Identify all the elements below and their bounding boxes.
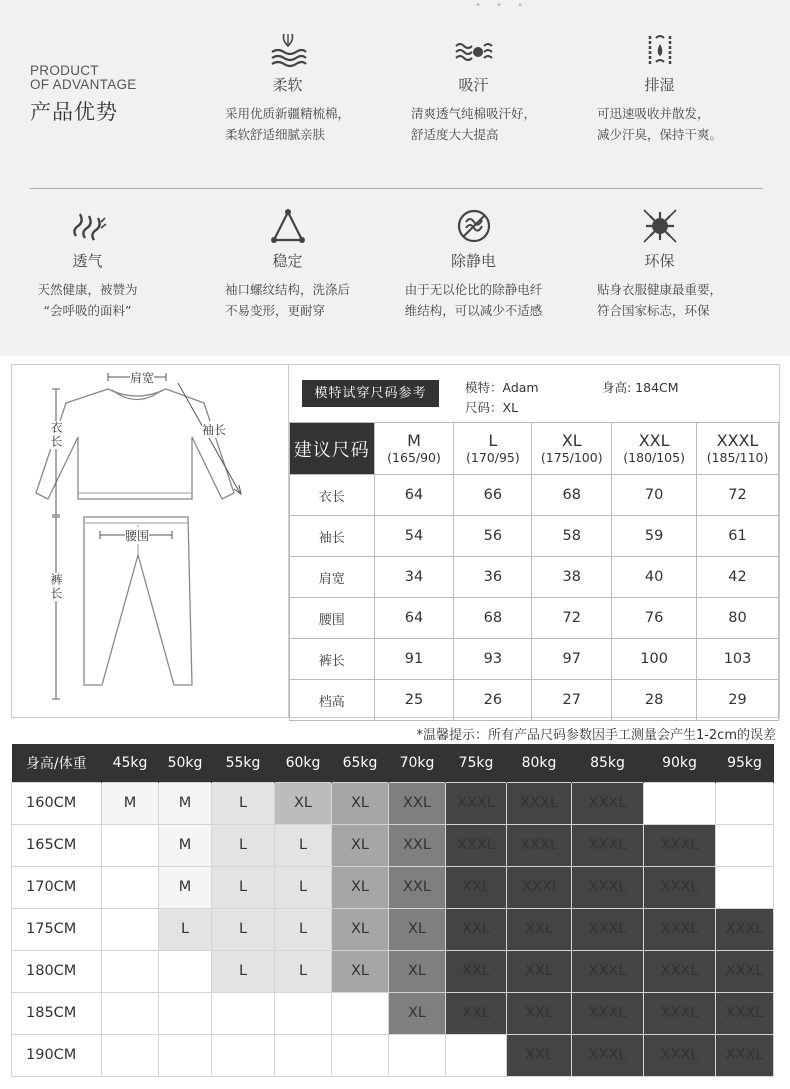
model-height: 身高: 184CM (602, 380, 679, 395)
table-row: 裤长 91 93 97 100 103 (290, 639, 779, 680)
size-suggestion-cell: XXXL (716, 992, 774, 1034)
size-suggestion-cell (102, 950, 159, 992)
size-suggestion-cell (446, 1034, 507, 1076)
weight-col-header: 45kg (102, 744, 159, 782)
advantage-label-en-2: OF ADVANTAGE (30, 77, 137, 92)
size-suggestion-cell: XXL (446, 866, 507, 908)
size-suggestion-cell: XXL (389, 782, 446, 824)
feature-desc: 袖口螺纹结构，洗涤后 不易变形，更耐穿 (224, 282, 350, 318)
table-row (12, 824, 774, 866)
size-spec-table (289, 422, 779, 721)
table-row (12, 866, 774, 908)
height-cell: 185CM (12, 992, 102, 1034)
triangle-stable-icon (268, 206, 308, 246)
feature-desc: 天然健康，被赞为 “会呼吸的面料” (37, 282, 138, 318)
sleeve-label: 袖长 (202, 423, 227, 437)
weight-col-header: 95kg (716, 744, 774, 782)
size-suggestion-cell: L (275, 866, 332, 908)
size-suggestion-cell: L (212, 782, 275, 824)
size-suggestion-cell: XXL (446, 908, 507, 950)
size-col-l: L (170/95) (454, 423, 532, 475)
size-suggestion-cell (102, 866, 159, 908)
model-badge: 模特试穿尺码参考 (302, 380, 439, 407)
table-row (12, 992, 774, 1034)
size-suggestion-cell: L (275, 908, 332, 950)
size-suggestion-cell: XXXL (572, 782, 644, 824)
size-suggestion-cell: XL (332, 824, 389, 866)
size-suggestion-cell: M (159, 824, 212, 866)
table-row (12, 782, 774, 824)
feature-title: 稳定 (272, 252, 303, 270)
feature-title: 排湿 (644, 76, 675, 94)
advantage-section (0, 0, 790, 356)
height-cell: 190CM (12, 1034, 102, 1076)
weight-col-header: 50kg (159, 744, 212, 782)
size-suggestion-cell (102, 992, 159, 1034)
size-suggestion-cell: XXXL (716, 950, 774, 992)
table-row (12, 950, 774, 992)
moisture-icon (640, 30, 680, 70)
feature-desc: 清爽透气纯棉吸汗好， 舒适度大大提高 (410, 106, 536, 142)
size-suggestion-cell: XXXL (644, 866, 716, 908)
size-suggestion-cell: XXXL (507, 782, 572, 824)
size-suggestion-cell (159, 950, 212, 992)
size-suggestion-cell: XXL (446, 950, 507, 992)
weight-col-header: 80kg (507, 744, 572, 782)
size-suggestion-cell: XXXL (716, 908, 774, 950)
height-cell: 175CM (12, 908, 102, 950)
size-suggestion-cell: XXXL (644, 824, 716, 866)
feature-title: 吸汗 (458, 76, 489, 94)
breathable-icon (68, 206, 108, 246)
size-col-xl: XL (175/100) (532, 423, 612, 475)
size-suggestion-cell: L (159, 908, 212, 950)
garment-outline-illustration (12, 365, 289, 717)
size-suggestion-cell: L (212, 950, 275, 992)
shoulder-label: 肩宽 (130, 371, 155, 385)
feature-title: 环保 (644, 252, 675, 270)
table-row: 肩宽 34 36 38 40 42 (290, 557, 779, 598)
eco-virus-icon (640, 206, 680, 246)
top-decoration: • • • (475, 0, 530, 11)
leaf-wave-icon (268, 30, 308, 70)
size-suggestion-cell (275, 1034, 332, 1076)
model-name: 模特：Adam (465, 380, 539, 395)
weight-col-header: 90kg (644, 744, 716, 782)
size-suggestion-cell: XXXL (644, 1034, 716, 1076)
top-length-label: 衣长 (49, 421, 63, 449)
size-suggestion-cell: XXXL (572, 908, 644, 950)
size-suggestion-cell: XXXL (572, 1034, 644, 1076)
sweat-absorb-icon (454, 30, 494, 70)
feature-desc: 采用优质新疆精梳棉， 柔软舒适细腻亲肤 (224, 106, 350, 142)
size-suggestion-cell: XL (275, 782, 332, 824)
height-cell: 170CM (12, 866, 102, 908)
size-suggestion-cell: L (212, 866, 275, 908)
feature-eco (572, 206, 747, 321)
table-row: 衣长 64 66 68 70 72 (290, 475, 779, 516)
size-suggestion-cell (212, 992, 275, 1034)
size-suggestion-cell: XL (332, 782, 389, 824)
size-suggestion-cell (275, 992, 332, 1034)
size-suggestion-cell: M (159, 866, 212, 908)
size-header-row (290, 423, 779, 475)
size-suggestion-cell: XXXL (572, 866, 644, 908)
size-suggestion-cell (332, 1034, 389, 1076)
waist-label: 腰围 (125, 529, 150, 543)
weight-col-header: 75kg (446, 744, 507, 782)
size-suggestion-cell (159, 1034, 212, 1076)
size-suggestion-cell: XXXL (572, 950, 644, 992)
feature-desc: 可迅速吸收并散发， 减少汗臭，保持干爽。 (596, 106, 722, 142)
feature-title: 除静电 (450, 252, 496, 270)
feature-desc: 贴身衣服健康最重要， 符合国家标志，环保 (596, 282, 722, 318)
table-row (12, 1034, 774, 1076)
advantage-label (30, 64, 137, 126)
feature-breathable (0, 206, 175, 321)
size-suggestion-cell: M (159, 782, 212, 824)
advantage-label-en-1: PRODUCT (30, 63, 99, 78)
size-suggestion-cell: XXL (389, 824, 446, 866)
weight-col-header: 55kg (212, 744, 275, 782)
size-chart-section (11, 364, 780, 718)
table-row: 袖长 54 56 58 59 61 (290, 516, 779, 557)
size-suggestion-cell: XXL (446, 992, 507, 1034)
size-suggestion-cell: XXL (507, 908, 572, 950)
size-suggestion-cell: XL (332, 950, 389, 992)
model-reference (289, 365, 779, 421)
size-suggestion-cell (389, 1034, 446, 1076)
table-row: 腰围 64 68 72 76 80 (290, 598, 779, 639)
feature-title: 柔软 (272, 76, 303, 94)
feature-moisture (572, 30, 747, 145)
size-suggestion-cell (102, 908, 159, 950)
height-cell: 160CM (12, 782, 102, 824)
size-suggestion-cell (716, 824, 774, 866)
advantage-divider (30, 188, 763, 189)
size-col-xxl: XXL (180/105) (612, 423, 697, 475)
size-suggestion-cell: XXXl (507, 866, 572, 908)
size-suggestion-cell (716, 866, 774, 908)
size-col-m: M (165/90) (374, 423, 454, 475)
size-suggestion-cell (102, 1034, 159, 1076)
size-suggestion-cell: M (102, 782, 159, 824)
size-suggestion-cell (212, 1034, 275, 1076)
pants-length-label: 裤长 (49, 573, 63, 601)
size-suggestion-cell: L (212, 824, 275, 866)
size-suggestion-cell: XXL (507, 950, 572, 992)
size-suggestion-cell: XL (332, 866, 389, 908)
height-weight-table (11, 744, 774, 1077)
size-suggestion-cell: XXXL (446, 782, 507, 824)
size-suggestion-cell (159, 992, 212, 1034)
feature-anti-static (386, 206, 561, 321)
size-suggestion-cell: XXXL (446, 824, 507, 866)
anti-static-icon (454, 206, 494, 246)
feature-sweat (386, 30, 561, 145)
table-row (12, 908, 774, 950)
garment-measure-figure (12, 365, 289, 717)
size-suggestion-cell: L (212, 908, 275, 950)
size-suggestion-cell: XL (332, 908, 389, 950)
size-suggestion-cell: XL (389, 908, 446, 950)
feature-title: 透气 (72, 252, 103, 270)
weight-col-header: 70kg (389, 744, 446, 782)
height-cell: 180CM (12, 950, 102, 992)
height-cell: 165CM (12, 824, 102, 866)
weight-col-header: 60kg (275, 744, 332, 782)
size-suggestion-cell: XXXL (716, 1034, 774, 1076)
size-suggestion-cell (716, 782, 774, 824)
size-suggestion-cell: XXL (389, 866, 446, 908)
size-suggestion-cell: XXXL (572, 992, 644, 1034)
size-suggestion-cell: XXXL (507, 824, 572, 866)
size-suggestion-cell: L (275, 950, 332, 992)
size-suggestion-cell: XL (389, 950, 446, 992)
size-suggestion-cell: XXXL (644, 950, 716, 992)
size-suggestion-cell (332, 992, 389, 1034)
size-suggestion-cell: XL (389, 992, 446, 1034)
size-suggestion-cell (644, 782, 716, 824)
size-suggestion-cell: XXXL (572, 824, 644, 866)
size-suggestion-cell: XXXL (644, 908, 716, 950)
feature-soft (200, 30, 375, 145)
size-suggestion-cell: L (275, 824, 332, 866)
weight-header-row (12, 744, 774, 782)
size-suggestion-cell: XXXL (644, 992, 716, 1034)
size-suggestion-cell: XXL (507, 992, 572, 1034)
weight-col-header: 85kg (572, 744, 644, 782)
size-suggestion-cell (102, 824, 159, 866)
measurement-tip: *温馨提示：所有产品尺码参数因手工测量会产生1-2cm的误差 (416, 728, 776, 743)
size-header-cell: 建议尺码 (290, 423, 375, 475)
feature-stable (200, 206, 375, 321)
table-row: 档高 25 26 27 28 29 (290, 680, 779, 721)
model-size: 尺码：XL (465, 400, 519, 415)
height-weight-header: 身高/体重 (12, 744, 102, 782)
feature-desc: 由于无以伦比的除静电纤 维结构，可以减少不适感 (404, 282, 543, 318)
size-col-xxxl: XXXL (185/110) (697, 423, 779, 475)
weight-col-header: 65kg (332, 744, 389, 782)
size-suggestion-cell: XXL (507, 1034, 572, 1076)
advantage-label-zh: 产品优势 (30, 100, 118, 124)
